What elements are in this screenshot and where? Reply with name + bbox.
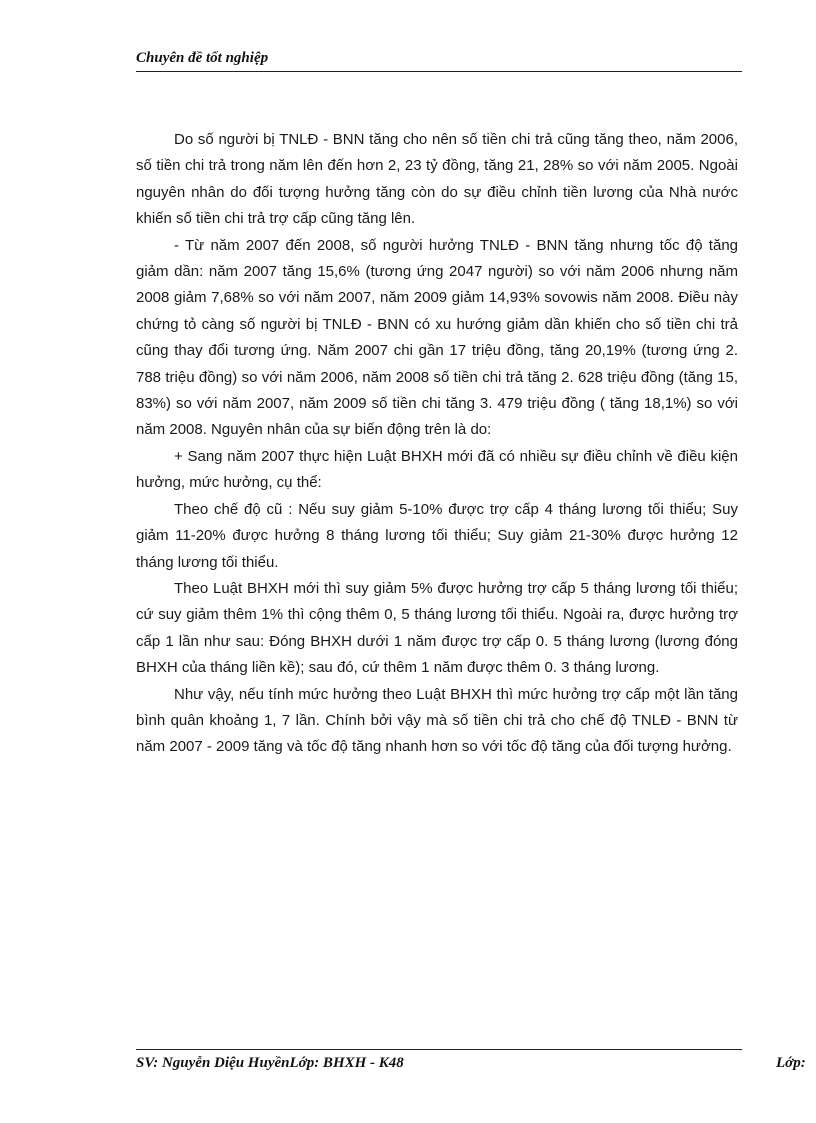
paragraph: Như vậy, nếu tính mức hưởng theo Luật BHXH thì mức hưởng trợ cấp một lần tăng bình quân khoảng 1, 7 lần. Chính bởi vậy mà số tiền chi trả cho chế độ TNLĐ - BNN từ năm 2007 - 2009 tăng và tốc độ tăng nhanh hơn so với tốc độ tăng của đối tượng hưởng. [136, 685, 738, 756]
footer-student-info: SV: Nguyễn Diệu HuyềnLớp: BHXH - K48 [136, 1055, 404, 1071]
footer-divider [136, 1049, 742, 1050]
paragraph: Theo Luật BHXH mới thì suy giảm 5% được hưởng trợ cấp 5 tháng lương tối thiểu; cứ suy giảm thêm 1% thì cộng thêm 0, 5 tháng lương tối thiểu. Ngoài ra, được hưởng trợ cấp 1 lần như sau: Đóng BHXH dưới 1 năm được trợ cấp 0. 5 tháng lương (lương đóng BHXH của tháng liền kề); sau đó, cứ thêm 1 năm được thêm 0. 3 tháng lương. [136, 579, 738, 677]
page-header-title: Chuyên đề tốt nghiệp [136, 50, 269, 66]
paragraph: - Từ năm 2007 đến 2008, số người hưởng TNLĐ - BNN tăng nhưng tốc độ tăng giảm dần: năm 2007 tăng 15,6% (tương ứng 2047 người) so với năm 2006 nhưng năm 2008 giảm 7,68% so với năm 2007, năm 2009 giảm 14,93% sovowis năm 2008. Điều này chứng tỏ càng số người bị TNLĐ - BNN có xu hướng giảm dần khiến cho số tiền chi trả cũng thay đổi tương ứng. Năm 2007 chi gần 17 triệu đồng, tăng 20,19% (tương ứng 2. 788 triệu đồng) so với năm 2006, năm 2008 số tiền chi trả tăng 2. 628 triệu đồng (tăng 15, 83%) so với năm 2007, năm 2009 số tiền chi tăng 3. 479 triệu đồng ( tăng 18,1%) so với năm 2008. Nguyên nhân của sự biến động trên là do: [136, 236, 738, 439]
paragraph: Theo chế độ cũ : Nếu suy giảm 5-10% được trợ cấp 4 tháng lương tối thiểu; Suy giảm 11-20% được hưởng 8 tháng lương tối thiểu; Suy giảm 21-30% được hưởng 12 tháng lương tối thiểu. [136, 500, 738, 571]
header-divider [136, 71, 742, 72]
document-body [136, 127, 738, 761]
paragraph: + Sang năm 2007 thực hiện Luật BHXH mới đã có nhiều sự điều chỉnh về điều kiện hưởng, mức hưởng, cụ thể: [136, 447, 738, 492]
paragraph: Do số người bị TNLĐ - BNN tăng cho nên số tiền chi trả cũng tăng theo, năm 2006, số tiền chi trả trong năm lên đến hơn 2, 23 tỷ đồng, tăng 21, 28% so với năm 2005. Ngoài nguyên nhân do đối tượng hưởng tăng còn do sự điều chỉnh tiền lương của Nhà nước khiến số tiền chi trả trợ cấp cũng tăng lên. [136, 131, 738, 228]
footer-class-label: Lớp: [776, 1055, 806, 1071]
